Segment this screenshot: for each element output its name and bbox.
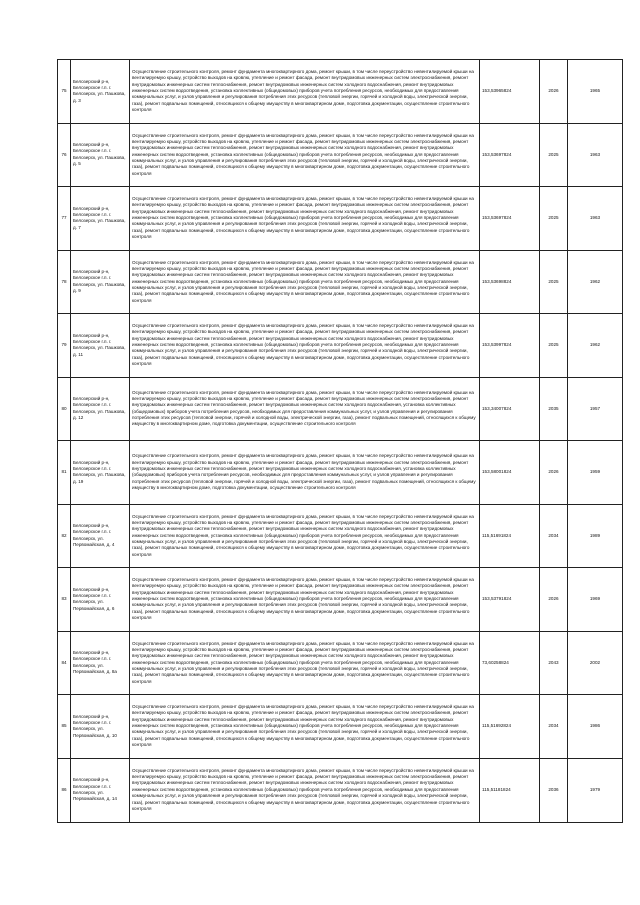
cost-cell: 153,53697824 bbox=[480, 187, 540, 251]
build-year-cell: 1965 bbox=[568, 60, 623, 124]
cost-cell: 153,53698824 bbox=[480, 250, 540, 314]
address-cell: Белозерский р-н, Белозерское г.п. г. Белозерск, ул. Пашкова, д. 19 bbox=[71, 441, 130, 505]
address-cell: Белозерский р-н, Белозерское г.п. г. Белозерск, ул. Пашкова, д. 3 bbox=[71, 60, 130, 124]
address-cell: Белозерский р-н, Белозерское г.п. г. Белозерск, ул. Первомайская, д. 6 bbox=[71, 568, 130, 632]
cost-cell: 153,53965824 bbox=[480, 60, 540, 124]
build-year-cell: 1957 bbox=[568, 377, 623, 441]
row-number-cell: 79 bbox=[58, 314, 71, 378]
table-row bbox=[58, 250, 623, 314]
row-number-cell: 75 bbox=[58, 60, 71, 124]
planned-year-cell: 2034 bbox=[540, 695, 568, 759]
works-description-cell: Осуществление строительного контроля, ремонт фундамента многоквартирного дома, ремонт крыши, в том числе переустройство невентилируемой крыши на вентилируемую крышу, устройство выходов на кровлю, утепление и ремонт фасада, ремонт внутридомовых инженерных систем электроснабжения, ремонт внутридомовых инженерных систем теплоснабжения, ремонт внутридомовых инженерных систем холодного водоснабжения, установка коллективных (общедомовых) приборов учета потребления ресурсов, необходимых для предоставления коммунальных услуг, и узлов управления и регулирования потребления этих ресурсов (тепловой энергии, горячей и холодной воды, электрической энергии, газа), ремонт подвальных помещений, относящихся к общему имуществу в многоквартирном доме, подготовка документации, осуществление строительного контроля bbox=[130, 377, 480, 441]
build-year-cell: 1962 bbox=[568, 250, 623, 314]
planned-year-cell: 2025 bbox=[540, 123, 568, 187]
works-description-cell: Осуществление строительного контроля, ремонт фундамента многоквартирного дома, ремонт крыши, в том числе переустройство невентилируемой крыши на вентилируемую крышу, устройство выходов на кровлю, утепление и ремонт фасада, ремонт внутридомовых инженерных систем электроснабжения, ремонт внутридомовых инженерных систем теплоснабжения, ремонт внутридомовых инженерных систем холодного водоснабжения, ремонт внутридомовых инженерных систем водоотведения, установка коллективных (общедомовых) приборов учета потребления ресурсов, необходимых для предоставления коммунальных услуг, и узлов управления и регулирования потребления этих ресурсов (тепловой энергии, горячей и холодной воды, электрической энергии, газа), ремонт подвальных помещений, относящихся к общему имуществу в многоквартирном доме, подготовка документации, осуществление строительного контроля bbox=[130, 695, 480, 759]
works-description-cell: Осуществление строительного контроля, ремонт фундамента многоквартирного дома, ремонт крыши, в том числе переустройство невентилируемой крыши на вентилируемую крышу, устройство выходов на кровлю, утепление и ремонт фасада, ремонт внутридомовых инженерных систем электроснабжения, ремонт внутридомовых инженерных систем теплоснабжения, ремонт внутридомовых инженерных систем холодного водоснабжения, ремонт внутридомовых инженерных систем водоотведения, установка коллективных (общедомовых) приборов учета потребления ресурсов, необходимых для предоставления коммунальных услуг, и узлов управления и регулирования потребления этих ресурсов (тепловой энергии, горячей и холодной воды, электрической энергии, газа), ремонт подвальных помещений, относящихся к общему имуществу в многоквартирном доме, подготовка документации, осуществление строительного контроля bbox=[130, 568, 480, 632]
cost-cell: 153,53997824 bbox=[480, 314, 540, 378]
table-row bbox=[58, 695, 623, 759]
address-cell: Белозерский р-н, Белозерское г.п. г. Белозерск, ул. Пашкова, д. 5 bbox=[71, 123, 130, 187]
works-description-cell: Осуществление строительного контроля, ремонт фундамента многоквартирного дома, ремонт крыши, в том числе переустройство невентилируемой крыши на вентилируемую крышу, устройство выходов на кровлю, утепление и ремонт фасада, ремонт внутридомовых инженерных систем электроснабжения, ремонт внутридомовых инженерных систем теплоснабжения, ремонт внутридомовых инженерных систем холодного водоснабжения, ремонт внутридомовых инженерных систем водоотведения, установка коллективных (общедомовых) приборов учета потребления ресурсов, необходимых для предоставления коммунальных услуг, и узлов управления и регулирования потребления этих ресурсов (тепловой энергии, горячей и холодной воды, электрической энергии, газа), ремонт подвальных помещений, относящихся к общему имуществу в многоквартирном доме, подготовка документации, осуществление строительного контроля bbox=[130, 631, 480, 695]
cost-cell: 115,51691824 bbox=[480, 504, 540, 568]
row-number-cell: 84 bbox=[58, 631, 71, 695]
works-description-cell: Осуществление строительного контроля, ремонт фундамента многоквартирного дома, ремонт крыши, в том числе переустройство невентилируемой крыши на вентилируемую крышу, устройство выходов на кровлю, утепление и ремонт фасада, ремонт внутридомовых инженерных систем электроснабжения, ремонт внутридомовых инженерных систем теплоснабжения, ремонт внутридомовых инженерных систем холодного водоснабжения, ремонт внутридомовых инженерных систем водоотведения, установка коллективных (общедомовых) приборов учета потребления ресурсов, необходимых для предоставления коммунальных услуг, и узлов управления и регулирования потребления этих ресурсов (тепловой энергии, горячей и холодной воды, электрической энергии, газа), ремонт подвальных помещений, относящихся к общему имуществу в многоквартирном доме, подготовка документации, осуществление строительного контроля bbox=[130, 187, 480, 251]
table-row bbox=[58, 314, 623, 378]
build-year-cell: 2002 bbox=[568, 631, 623, 695]
cost-cell: 153,53791824 bbox=[480, 568, 540, 632]
address-cell: Белозерский р-н, Белозерское г.п. г. Белозерск, ул. Первомайская, д. 4 bbox=[71, 504, 130, 568]
planned-year-cell: 2025 bbox=[540, 314, 568, 378]
address-cell: Белозерский р-н, Белозерское г.п. г. Белозерск, ул. Первомайская, д. 14 bbox=[71, 758, 130, 822]
row-number-cell: 78 bbox=[58, 250, 71, 314]
row-number-cell: 80 bbox=[58, 377, 71, 441]
cost-cell: 153,58001824 bbox=[480, 441, 540, 505]
planned-year-cell: 2025 bbox=[540, 250, 568, 314]
works-description-cell: Осуществление строительного контроля, ремонт фундамента многоквартирного дома, ремонт крыши, в том числе переустройство невентилируемой крыши на вентилируемую крышу, устройство выходов на кровлю, утепление и ремонт фасада, ремонт внутридомовых инженерных систем электроснабжения, ремонт внутридомовых инженерных систем теплоснабжения, ремонт внутридомовых инженерных систем холодного водоснабжения, установка коллективных (общедомовых) приборов учета потребления ресурсов, необходимых для предоставления коммунальных услуг, и узлов управления и регулирования потребления этих ресурсов (тепловой энергии, горячей и холодной воды, электрической энергии, газа), ремонт подвальных помещений, относящихся к общему имуществу в многоквартирном доме, подготовка документации, осуществление строительного контроля bbox=[130, 441, 480, 505]
works-description-cell: Осуществление строительного контроля, ремонт фундамента многоквартирного дома, ремонт крыши, в том числе переустройство невентилируемой крыши на вентилируемую крышу, устройство выходов на кровлю, утепление и ремонт фасада, ремонт внутридомовых инженерных систем электроснабжения, ремонт внутридомовых инженерных систем теплоснабжения, ремонт внутридомовых инженерных систем холодного водоснабжения, ремонт внутридомовых инженерных систем водоотведения, установка коллективных (общедомовых) приборов учета потребления ресурсов, необходимых для предоставления коммунальных услуг, и узлов управления и регулирования потребления этих ресурсов (тепловой энергии, горячей и холодной воды, электрической энергии, газа), ремонт подвальных помещений, относящихся к общему имуществу в многоквартирном доме, подготовка документации, осуществление строительного контроля bbox=[130, 250, 480, 314]
planned-year-cell: 2026 bbox=[540, 441, 568, 505]
planned-year-cell: 2026 bbox=[540, 60, 568, 124]
table-row bbox=[58, 441, 623, 505]
address-cell: Белозерский р-н, Белозерское г.п. г. Белозерск, ул. Пашкова, д. 11 bbox=[71, 314, 130, 378]
build-year-cell: 1963 bbox=[568, 123, 623, 187]
planned-year-cell: 2036 bbox=[540, 758, 568, 822]
address-cell: Белозерский р-н, Белозерское г.п. г. Белозерск, ул. Пашкова, д. 7 bbox=[71, 187, 130, 251]
row-number-cell: 77 bbox=[58, 187, 71, 251]
planned-year-cell: 2034 bbox=[540, 504, 568, 568]
row-number-cell: 85 bbox=[58, 695, 71, 759]
build-year-cell: 1962 bbox=[568, 314, 623, 378]
table-row bbox=[58, 123, 623, 187]
table-row bbox=[58, 568, 623, 632]
works-description-cell: Осуществление строительного контроля, ремонт фундамента многоквартирного дома, ремонт крыши, в том числе переустройство невентилируемой крыши на вентилируемую крышу, устройство выходов на кровлю, утепление и ремонт фасада, ремонт внутридомовых инженерных систем электроснабжения, ремонт внутридомовых инженерных систем теплоснабжения, ремонт внутридомовых инженерных систем холодного водоснабжения, ремонт внутридомовых инженерных систем водоотведения, установка коллективных (общедомовых) приборов учета потребления ресурсов, необходимых для предоставления коммунальных услуг, и узлов управления и регулирования потребления этих ресурсов (тепловой энергии, горячей и холодной воды, электрической энергии, газа), ремонт подвальных помещений, относящихся к общему имуществу в многоквартирном доме, подготовка документации, осуществление строительного контроля bbox=[130, 60, 480, 124]
build-year-cell: 1986 bbox=[568, 695, 623, 759]
build-year-cell: 1989 bbox=[568, 504, 623, 568]
works-description-cell: Осуществление строительного контроля, ремонт фундамента многоквартирного дома, ремонт крыши, в том числе переустройство невентилируемой крыши на вентилируемую крышу, устройство выходов на кровлю, утепление и ремонт фасада, ремонт внутридомовых инженерных систем электроснабжения, ремонт внутридомовых инженерных систем теплоснабжения, ремонт внутридомовых инженерных систем холодного водоснабжения, ремонт внутридомовых инженерных систем водоотведения, установка коллективных (общедомовых) приборов учета потребления ресурсов, необходимых для предоставления коммунальных услуг, и узлов управления и регулирования потребления этих ресурсов (тепловой энергии, горячей и холодной воды, электрической энергии, газа), ремонт подвальных помещений, относящихся к общему имуществу в многоквартирном доме, подготовка документации, осуществление строительного контроля bbox=[130, 504, 480, 568]
cost-cell: 153,34007824 bbox=[480, 377, 540, 441]
build-year-cell: 1959 bbox=[568, 441, 623, 505]
row-number-cell: 86 bbox=[58, 758, 71, 822]
address-cell: Белозерский р-н, Белозерское г.п. г. Белозерск, ул. Первомайская, д. 10 bbox=[71, 695, 130, 759]
planned-year-cell: 2043 bbox=[540, 631, 568, 695]
planned-year-cell: 2025 bbox=[540, 187, 568, 251]
address-cell: Белозерский р-н, Белозерское г.п. г. Белозерск, ул. Пашкова, д. 9 bbox=[71, 250, 130, 314]
row-number-cell: 76 bbox=[58, 123, 71, 187]
table-row bbox=[58, 60, 623, 124]
table-row bbox=[58, 504, 623, 568]
build-year-cell: 1979 bbox=[568, 758, 623, 822]
works-description-cell: Осуществление строительного контроля, ремонт фундамента многоквартирного дома, ремонт крыши, в том числе переустройство невентилируемой крыши на вентилируемую крышу, устройство выходов на кровлю, утепление и ремонт фасада, ремонт внутридомовых инженерных систем электроснабжения, ремонт внутридомовых инженерных систем теплоснабжения, ремонт внутридомовых инженерных систем холодного водоснабжения, ремонт внутридомовых инженерных систем водоотведения, установка коллективных (общедомовых) приборов учета потребления ресурсов, необходимых для предоставления коммунальных услуг, и узлов управления и регулирования потребления этих ресурсов (тепловой энергии, горячей и холодной воды, электрической энергии, газа), ремонт подвальных помещений, относящихся к общему имуществу в многоквартирном доме, подготовка документации, осуществление строительного контроля bbox=[130, 123, 480, 187]
cost-cell: 153,53697824 bbox=[480, 123, 540, 187]
row-number-cell: 82 bbox=[58, 504, 71, 568]
build-year-cell: 1969 bbox=[568, 568, 623, 632]
build-year-cell: 1963 bbox=[568, 187, 623, 251]
row-number-cell: 83 bbox=[58, 568, 71, 632]
table-body bbox=[58, 60, 623, 823]
table-row bbox=[58, 631, 623, 695]
planned-year-cell: 2035 bbox=[540, 377, 568, 441]
capital-repair-table bbox=[57, 59, 623, 823]
works-description-cell: Осуществление строительного контроля, ремонт фундамента многоквартирного дома, ремонт крыши, в том числе переустройство невентилируемой крыши на вентилируемую крышу, устройство выходов на кровлю, утепление и ремонт фасада, ремонт внутридомовых инженерных систем электроснабжения, ремонт внутридомовых инженерных систем теплоснабжения, ремонт внутридомовых инженерных систем холодного водоснабжения, ремонт внутридомовых инженерных систем водоотведения, установка коллективных (общедомовых) приборов учета потребления ресурсов, необходимых для предоставления коммунальных услуг, и узлов управления и регулирования потребления этих ресурсов (тепловой энергии, горячей и холодной воды, электрической энергии, газа), ремонт подвальных помещений, относящихся к общему имуществу в многоквартирном доме, подготовка документации, осуществление строительного контроля bbox=[130, 758, 480, 822]
planned-year-cell: 2026 bbox=[540, 568, 568, 632]
cost-cell: 115,51181824 bbox=[480, 758, 540, 822]
works-description-cell: Осуществление строительного контроля, ремонт фундамента многоквартирного дома, ремонт крыши, в том числе переустройство невентилируемой крыши на вентилируемую крышу, устройство выходов на кровлю, утепление и ремонт фасада, ремонт внутридомовых инженерных систем электроснабжения, ремонт внутридомовых инженерных систем теплоснабжения, ремонт внутридомовых инженерных систем холодного водоснабжения, ремонт внутридомовых инженерных систем водоотведения, установка коллективных (общедомовых) приборов учета потребления ресурсов, необходимых для предоставления коммунальных услуг, и узлов управления и регулирования потребления этих ресурсов (тепловой энергии, горячей и холодной воды, электрической энергии, газа), ремонт подвальных помещений, относящихся к общему имуществу в многоквартирном доме, подготовка документации, осуществление строительного контроля bbox=[130, 314, 480, 378]
address-cell: Белозерский р-н, Белозерское г.п. г. Белозерск, ул. Пашкова, д. 12 bbox=[71, 377, 130, 441]
cost-cell: 73,60258824 bbox=[480, 631, 540, 695]
table-row bbox=[58, 187, 623, 251]
address-cell: Белозерский р-н, Белозерское г.п. г. Белозерск, ул. Первомайская, д. 8а bbox=[71, 631, 130, 695]
table-row bbox=[58, 758, 623, 822]
cost-cell: 115,51692824 bbox=[480, 695, 540, 759]
row-number-cell: 81 bbox=[58, 441, 71, 505]
table-row bbox=[58, 377, 623, 441]
